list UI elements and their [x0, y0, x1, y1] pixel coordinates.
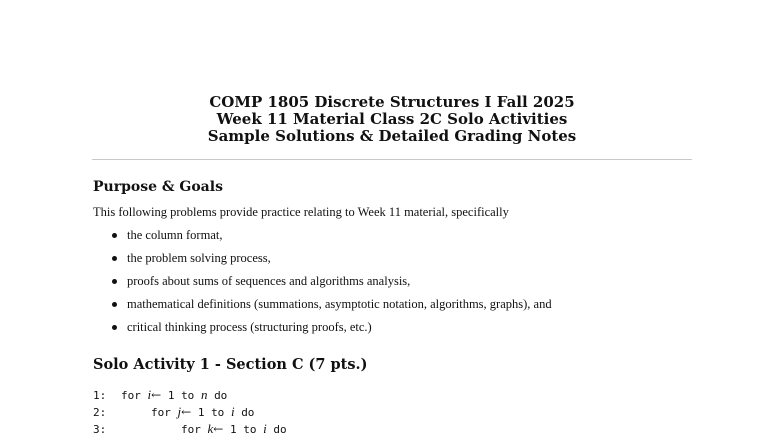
document-title	[0, 94, 784, 145]
title-line-course: COMP 1805 Discrete Structures I Fall 2025	[209, 93, 575, 111]
title-line-notes: Sample Solutions & Detailed Grading Notes	[207, 127, 577, 145]
bullet-icon	[112, 256, 117, 261]
algorithm-line: 2: for j← 1 to i do	[93, 404, 255, 419]
solo-activity-heading: Solo Activity 1 - Section C (7 pts.)	[93, 356, 368, 373]
list-item: proofs about sums of sequences and algorithms analysis,	[110, 274, 552, 297]
list-item: mathematical definitions (summations, asymptotic notation, algorithms, graphs), and	[110, 297, 552, 320]
algorithm-listing	[93, 386, 287, 437]
bullet-icon	[112, 279, 117, 284]
list-item: critical thinking process (structuring proofs, etc.)	[110, 320, 552, 343]
algorithm-line: 1: for i← 1 to n do	[93, 387, 228, 402]
title-line-week: Week 11 Material Class 2C Solo Activities	[216, 110, 568, 128]
list-item: the problem solving process,	[110, 251, 552, 274]
bullet-icon	[112, 302, 117, 307]
algorithm-line: 3: for k← 1 to i do	[93, 421, 287, 436]
bullet-icon	[112, 233, 117, 238]
purpose-intro: This following problems provide practice relating to Week 11 material, specifically	[93, 205, 509, 219]
bullet-icon	[112, 325, 117, 330]
purpose-heading: Purpose & Goals	[93, 179, 223, 195]
horizontal-divider	[92, 159, 692, 160]
goals-list	[110, 228, 552, 343]
list-item: the column format,	[110, 228, 552, 251]
